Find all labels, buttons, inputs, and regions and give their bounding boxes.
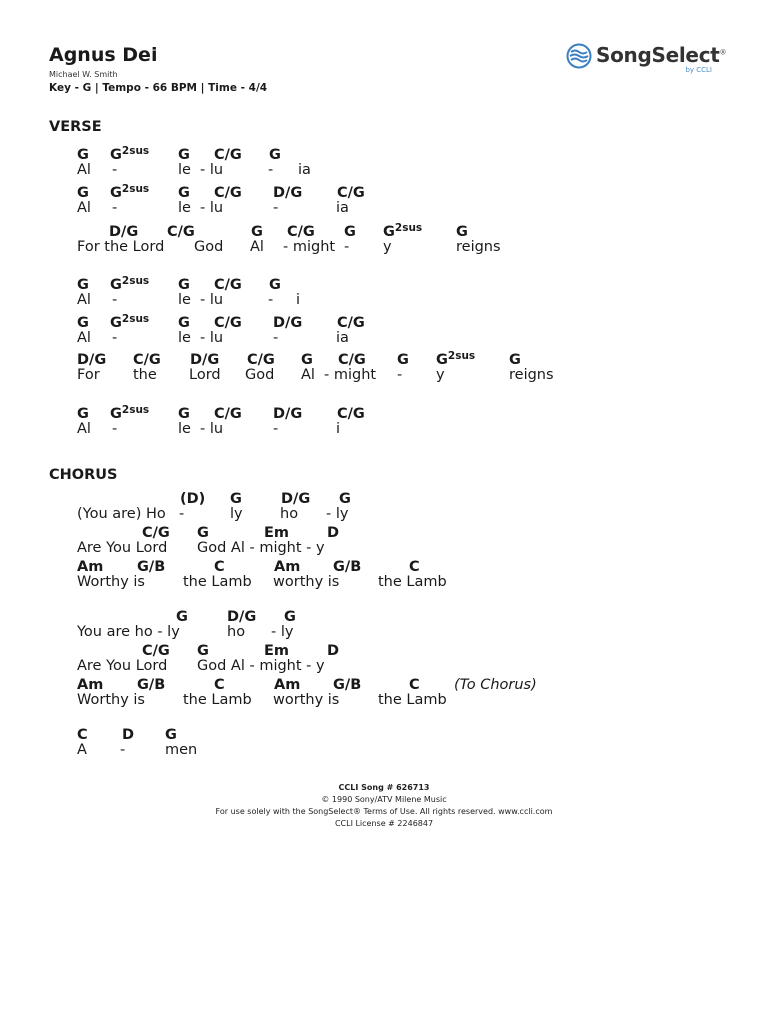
chord: C/G: [214, 406, 242, 422]
chord: G/B: [333, 559, 362, 575]
lyric: Al: [77, 292, 91, 308]
lyric: le: [178, 421, 191, 437]
chord: Am: [77, 559, 104, 575]
verse-line: [77, 352, 757, 386]
lyric: Al: [77, 421, 91, 437]
lyric: -: [112, 162, 118, 178]
chord: D: [327, 525, 340, 541]
chord: D/G: [109, 224, 139, 240]
chord: G/B: [137, 677, 166, 693]
chord: G: [301, 352, 313, 368]
lyric: - might: [283, 239, 336, 255]
verse-line: [77, 185, 757, 219]
lyric: worthy is: [273, 574, 340, 590]
lyric: God Al - might - y: [197, 540, 325, 556]
chord: $G^{2sus}$: [436, 350, 476, 368]
lyric: -: [268, 292, 274, 308]
chord: C/G: [337, 315, 365, 331]
lyric: the: [133, 367, 157, 383]
lyric: - lu: [200, 200, 224, 216]
chord: D/G: [273, 315, 303, 331]
lyric: - lu: [200, 421, 224, 437]
chord: C/G: [337, 185, 365, 201]
lyric: the Lamb: [378, 574, 447, 590]
lyric: y: [436, 367, 445, 383]
lyric: -: [273, 421, 279, 437]
chord: C/G: [214, 147, 242, 163]
footer: [0, 782, 768, 830]
terms-of-use: For use solely with the SongSelect® Terms of Use. All rights reserved. www.ccli.com: [215, 807, 553, 816]
chord: G: [397, 352, 409, 368]
chord: D/G: [281, 491, 311, 507]
chord: C/G: [142, 525, 170, 541]
chord: C/G: [338, 352, 366, 368]
lyric: Worthy is: [77, 574, 145, 590]
chord: G: [178, 147, 190, 163]
chord: C/G: [214, 315, 242, 331]
verse-heading: VERSE: [49, 119, 102, 135]
lyric: Al: [77, 330, 91, 346]
song-author: Michael W. Smith: [49, 70, 118, 79]
lyric: Al: [77, 162, 91, 178]
chord: G: [77, 406, 89, 422]
lyric: For: [77, 367, 100, 383]
lyric: le: [178, 200, 191, 216]
lyric: le: [178, 292, 191, 308]
chord: $G^{2sus}$: [110, 145, 150, 163]
lyric: (You are) Ho: [77, 506, 166, 522]
chord: $G^{2sus}$: [383, 222, 423, 240]
chord: C/G: [142, 643, 170, 659]
verse-line: [77, 277, 757, 311]
lyric: God: [194, 239, 224, 255]
chord: G: [176, 609, 188, 625]
lyric: -: [112, 330, 118, 346]
chord: D/G: [273, 185, 303, 201]
song-title: Agnus Dei: [49, 44, 158, 66]
chord: G: [230, 491, 242, 507]
chord: C: [214, 559, 225, 575]
lyric: ia: [336, 200, 349, 216]
chord: Em: [264, 525, 290, 541]
chord: C/G: [167, 224, 195, 240]
songselect-logo-icon: [566, 43, 592, 69]
lyric: i: [296, 292, 301, 308]
chord: $G^{2sus}$: [110, 183, 150, 201]
chord: G: [456, 224, 468, 240]
lyric: -: [112, 292, 118, 308]
verse-line: [77, 315, 757, 349]
lyric: God: [245, 367, 275, 383]
chord: G: [339, 491, 351, 507]
chord: G: [197, 643, 209, 659]
chord: $G^{2sus}$: [110, 404, 150, 422]
lyric: the Lamb: [183, 574, 252, 590]
lyric: - ly: [271, 624, 294, 640]
lyric: reigns: [509, 367, 554, 383]
chord: Em: [264, 643, 290, 659]
chorus-line: [77, 559, 757, 593]
chord: G/B: [137, 559, 166, 575]
lyric: -: [120, 742, 126, 758]
lyric: le: [178, 330, 191, 346]
lyric: the Lamb: [378, 692, 447, 708]
chorus-line: [77, 677, 757, 711]
chord: C/G: [133, 352, 161, 368]
chord: G: [178, 277, 190, 293]
chorus-line: [77, 491, 757, 525]
chord: D/G: [190, 352, 220, 368]
chord: G/B: [333, 677, 362, 693]
chord: C: [77, 727, 88, 743]
lyric: le: [178, 162, 191, 178]
lyric: y: [383, 239, 392, 255]
chord: C/G: [337, 406, 365, 422]
lyric: - ly: [326, 506, 349, 522]
lyric: -: [268, 162, 274, 178]
chord: Am: [77, 677, 104, 693]
lyric: ia: [336, 330, 349, 346]
lyric: -: [397, 367, 403, 383]
chord: G: [165, 727, 177, 743]
lyric: - lu: [200, 330, 224, 346]
lyric: Al: [301, 367, 315, 383]
chorus-line: [77, 525, 757, 559]
lyric: -: [112, 200, 118, 216]
chord: G: [77, 277, 89, 293]
copyright: © 1990 Sony/ATV Milene Music: [321, 795, 447, 804]
chorus-line: [77, 727, 757, 761]
chord: C/G: [214, 185, 242, 201]
chord: G: [178, 406, 190, 422]
chord: Am: [274, 677, 301, 693]
chord: Am: [274, 559, 301, 575]
chord: G: [251, 224, 263, 240]
lyric: -: [273, 330, 279, 346]
ccli-song-number: CCLI Song # 626713: [338, 783, 430, 792]
chord: $G^{2sus}$: [110, 275, 150, 293]
verse-line: [77, 147, 757, 181]
chord: $G^{2sus}$: [110, 313, 150, 331]
lyric: the Lamb: [183, 692, 252, 708]
lyric: A: [77, 742, 87, 758]
lyric: You are ho - ly: [77, 624, 180, 640]
chord: G: [269, 277, 281, 293]
chord: G: [344, 224, 356, 240]
lyric: ho: [280, 506, 299, 522]
lyric: Al: [250, 239, 264, 255]
lyric: -: [112, 421, 118, 437]
ccli-license: CCLI License # 2246847: [334, 819, 434, 828]
lyric: ia: [298, 162, 311, 178]
chorus-line: [77, 643, 757, 677]
verse-line: [77, 224, 757, 258]
chord: D/G: [77, 352, 107, 368]
lyric: For the Lord: [77, 239, 165, 255]
chord: C: [214, 677, 225, 693]
verse-line: [77, 406, 757, 440]
lyric: Are You Lord: [77, 540, 168, 556]
chorus-line: [77, 609, 757, 643]
lyric: - lu: [200, 292, 224, 308]
chord: D/G: [273, 406, 303, 422]
chord: C/G: [214, 277, 242, 293]
chord: G: [77, 147, 89, 163]
lyric: Lord: [189, 367, 221, 383]
chord: G: [284, 609, 296, 625]
lyric: -: [273, 200, 279, 216]
chord: C: [409, 677, 420, 693]
lyric: worthy is: [273, 692, 340, 708]
chord: G: [269, 147, 281, 163]
song-meta: Key - G | Tempo - 66 BPM | Time - 4/4: [49, 82, 268, 94]
chorus-heading: CHORUS: [49, 467, 118, 483]
chord: G: [77, 185, 89, 201]
lyric: -: [344, 239, 350, 255]
chord: D: [122, 727, 135, 743]
to-chorus-note: (To Chorus): [454, 677, 537, 693]
chord: D/G: [227, 609, 257, 625]
lyric: Worthy is: [77, 692, 145, 708]
chord: G: [178, 315, 190, 331]
lyric: i: [336, 421, 341, 437]
chord: C/G: [247, 352, 275, 368]
lyric: God Al - might - y: [197, 658, 325, 674]
chord: G: [178, 185, 190, 201]
songselect-logo: [566, 42, 726, 76]
chord: C/G: [287, 224, 315, 240]
logo-byline: by CCLI: [685, 66, 712, 74]
lyric: -: [179, 506, 185, 522]
chord: G: [509, 352, 521, 368]
lyric: reigns: [456, 239, 501, 255]
lyric: Are You Lord: [77, 658, 168, 674]
lyric: - lu: [200, 162, 224, 178]
lyric: men: [165, 742, 198, 758]
chord: D: [327, 643, 340, 659]
chord: G: [77, 315, 89, 331]
lyric: ly: [230, 506, 243, 522]
chord: G: [197, 525, 209, 541]
chord: (D): [180, 491, 206, 507]
lyric: Al: [77, 200, 91, 216]
chord: C: [409, 559, 420, 575]
lyric: - might: [324, 367, 377, 383]
lyric: ho: [227, 624, 246, 640]
logo-wordmark: SongSelect®: [596, 43, 727, 67]
